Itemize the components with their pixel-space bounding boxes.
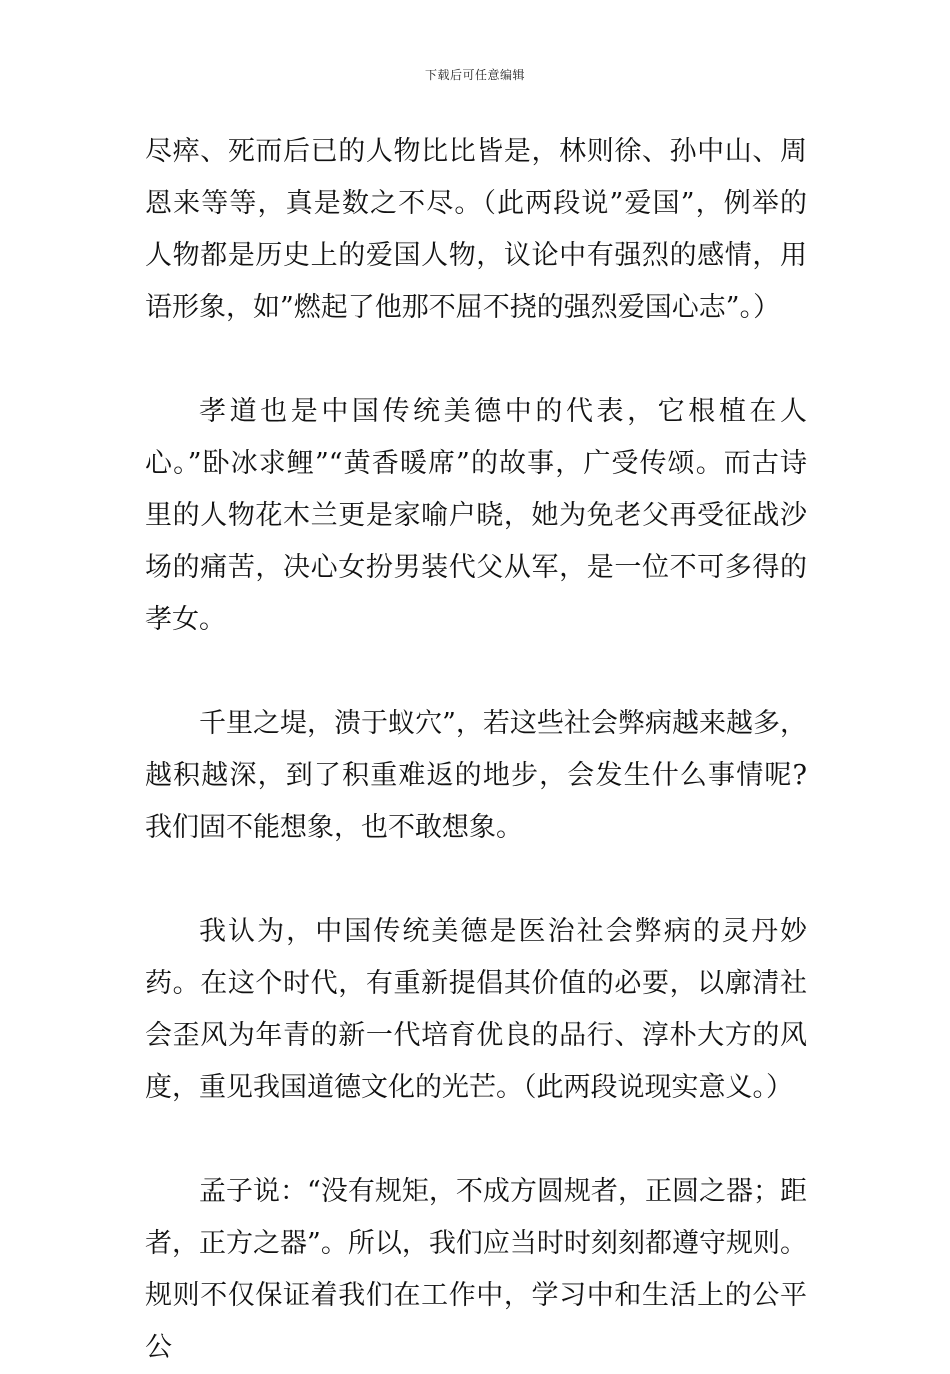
paragraph-filial-piety: 孝道也是中国传统美德中的代表，它根植在人心。”卧冰求鲤”“黄香暖席”的故事，广受传颂。而古诗里的人物花木兰更是家喻户晓，她为免老父再受征战沙场的痛苦，决心女扮男装代父从军，是一位不可多得的孝女。 [145, 396, 807, 635]
paragraph-social-ills: 千里之堤，溃于蚁穴”，若这些社会弊病越来越多，越积越深，到了积重难返的地步，会发生什么事情呢?我们固不能想象，也不敢想象。 [145, 708, 807, 843]
paragraph-mencius-rules: 孟子说：“没有规矩，不成方圆规者，正圆之器；距者，正方之器”。所以，我们应当时时刻刻都遵守规则。规则不仅保证着我们在工作中，学习中和生活上的公平公 [145, 1176, 807, 1363]
document-body [145, 126, 807, 1374]
page-header: 下载后可任意编辑 [424, 68, 525, 82]
paragraph-traditional-virtue-remedy: 我认为，中国传统美德是医治社会弊病的灵丹妙药。在这个时代，有重新提倡其价值的必要，以廓清社会歪风为年青的新一代培育优良的品行、淳朴大方的风度，重见我国道德文化的光芒。（此两段说现实意义。） [145, 916, 807, 1103]
paragraph-patriotism-continued: 尽瘁、死而后已的人物比比皆是，林则徐、孙中山、周恩来等等，真是数之不尽。（此两段说”爱国”，例举的人物都是历史上的爱国人物，议论中有强烈的感情，用语形象，如”燃起了他那不屈不挠的强烈爱国心志”。） [145, 136, 807, 323]
